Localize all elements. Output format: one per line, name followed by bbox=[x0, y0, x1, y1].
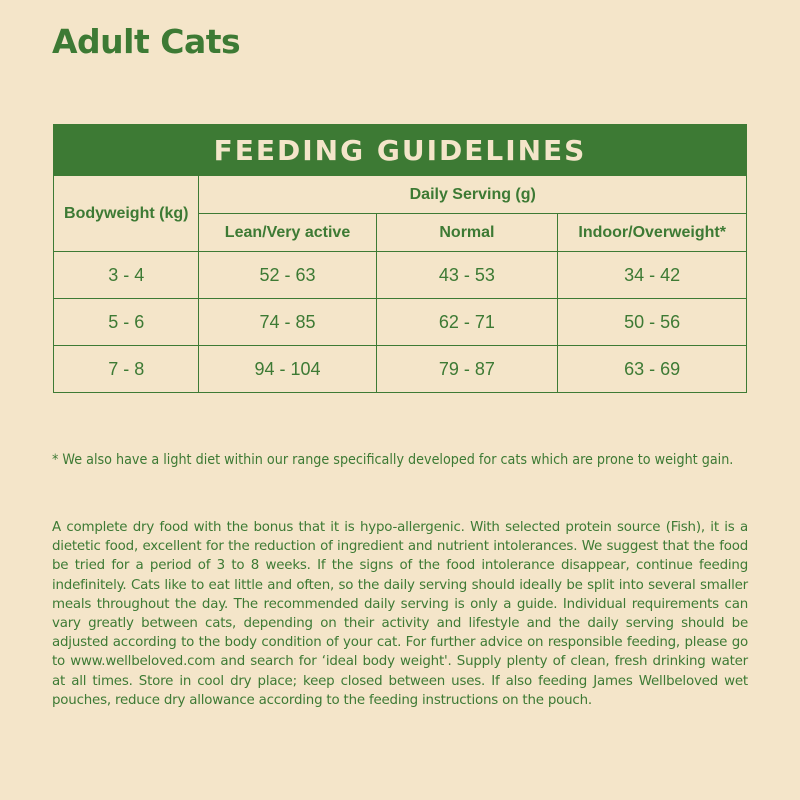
feeding-guidelines-table bbox=[53, 124, 747, 393]
table-row bbox=[54, 252, 747, 299]
page-title: Adult Cats bbox=[52, 22, 241, 61]
daily-serving-header: Daily Serving (g) bbox=[199, 176, 747, 214]
table-row bbox=[54, 346, 747, 393]
lean-cell: 74 - 85 bbox=[199, 299, 376, 346]
column-header-normal: Normal bbox=[376, 214, 558, 252]
table-row bbox=[54, 299, 747, 346]
bodyweight-header: Bodyweight (kg) bbox=[54, 176, 199, 252]
column-header-indoor: Indoor/Overweight* bbox=[558, 214, 747, 252]
indoor-cell: 50 - 56 bbox=[558, 299, 747, 346]
lean-cell: 94 - 104 bbox=[199, 346, 376, 393]
normal-cell: 62 - 71 bbox=[376, 299, 558, 346]
footnote: * We also have a light diet within our range specifically developed for cats which are prone to weight gain. bbox=[52, 452, 734, 468]
weight-cell: 5 - 6 bbox=[54, 299, 199, 346]
indoor-cell: 63 - 69 bbox=[558, 346, 747, 393]
product-description: A complete dry food with the bonus that it is hypo-allergenic. With selected protein source (Fish), it is a dietetic food, excellent for the reduction of ingredient and nutrient intolerances. We suggest that the food be tried for a period of 3 to 8 weeks. If the signs of the food intolerance disappear, continue feeding indefinitely. Cats like to eat little and often, so the daily serving should ideally be split into several smaller meals throughout the day. The recommended daily serving is only a guide. Individual requirements can vary greatly between cats, depending on their activity and lifestyle and the daily serving should be adjusted according to the body condition of your cat. For further advice on responsible feeding, please go to www.wellbeloved.com and search for ‘ideal body weight'. Supply plenty of clean, fresh drinking water at all times. Store in cool dry place; keep closed between uses. If also feeding James Wellbeloved wet pouches, reduce dry allowance according to the feeding instructions on the pouch. bbox=[52, 520, 748, 708]
indoor-cell: 34 - 42 bbox=[558, 252, 747, 299]
column-header-lean: Lean/Very active bbox=[199, 214, 376, 252]
table-banner: FEEDING GUIDELINES bbox=[54, 125, 747, 176]
weight-cell: 3 - 4 bbox=[54, 252, 199, 299]
lean-cell: 52 - 63 bbox=[199, 252, 376, 299]
normal-cell: 43 - 53 bbox=[376, 252, 558, 299]
weight-cell: 7 - 8 bbox=[54, 346, 199, 393]
normal-cell: 79 - 87 bbox=[376, 346, 558, 393]
